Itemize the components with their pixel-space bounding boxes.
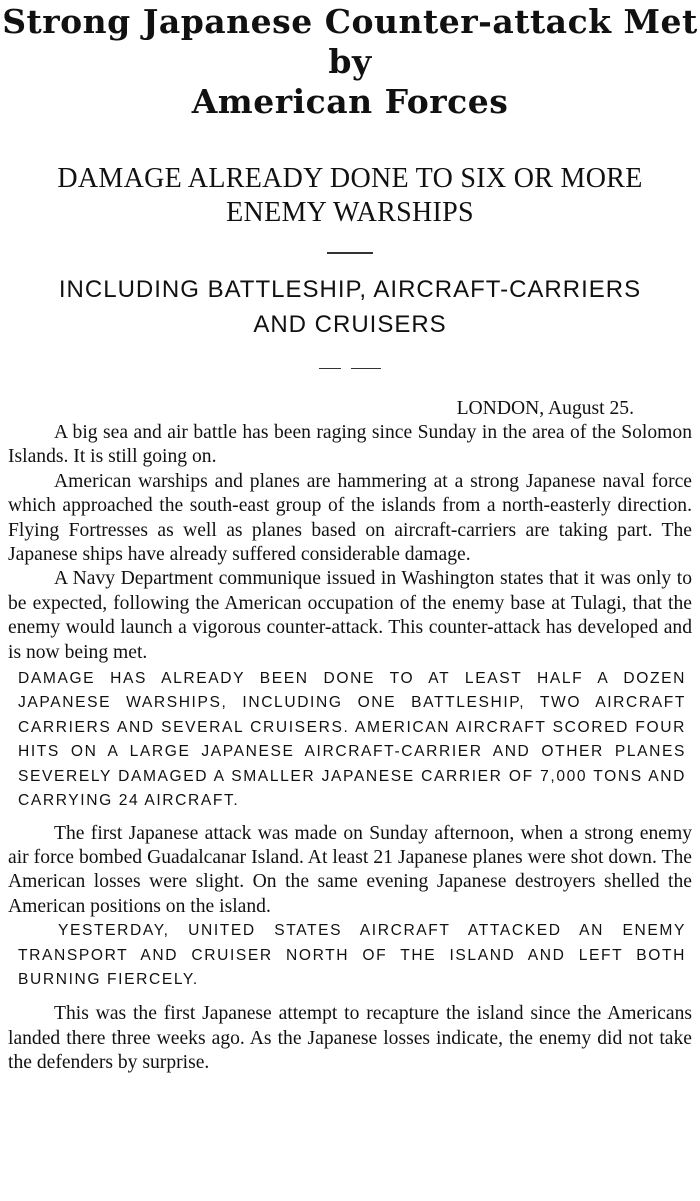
paragraph-2: American warships and planes are hammering at a strong Japanese naval force which approached the south-east group of the islands from a north-easterly direction. Flying Fortresses as well as planes based on aircraft-carriers are taking part. The Japanese ships have already suffered considerable damage. [8,470,692,566]
deck-line-2: AND CRUISERS [253,310,447,338]
headline-line-1: Strong Japanese Counter-attack Met by [2,2,698,81]
headline-line-2: American Forces [191,82,509,121]
dateline: LONDON, August 25. [456,398,634,419]
section-divider-2 [0,368,700,370]
headline [0,0,700,122]
section-divider [0,252,700,254]
deck-heading [0,272,700,342]
paragraph-5: This was the first Japanese attempt to recapture the island since the Americans landed there three weeks ago. As the Japanese losses indicate, the enemy did not take the defenders by surprise. [8,1003,692,1074]
bulletin-1: DAMAGE HAS ALREADY BEEN DONE TO AT LEAST HALF A DOZEN JAPANESE WARSHIPS, INCLUDING ONE BATTLESHIP, TWO AIRCRAFT CARRIERS AND SEVERAL CRUISERS. AMERICAN AIRCRAFT SCORED FOUR HITS ON A LARGE JAPANESE AIRCRAFT-CARRIER AND OTHER PLANES SEVERELY DAMAGED A SMALLER JAPANESE CARRIER OF 7,000 TONS AND CARRYING 24 AIRCRAFT. [18,670,686,810]
subheadline-line-2: ENEMY WARSHIPS [226,197,474,228]
subheadline-line-1: DAMAGE ALREADY DONE TO SIX OR MORE [57,163,643,194]
paragraph-1: A big sea and air battle has been raging since Sunday in the area of the Solomon Islands. It is still going on. [8,422,692,468]
paragraph-4: The first Japanese attack was made on Sunday afternoon, when a strong enemy air force bombed Guadalcanar Island. At least 21 Japanese planes were shot down. The American losses were slight. On the same evening Japanese destroyers shelled the American positions on the island. [8,822,692,917]
paragraph-3: A Navy Department communique issued in Washington states that it was only to be expected, following the American occupation of the enemy base at Tulagi, that the enemy would launch a vigorous counter-attack. This counter-attack has developed and is now being met. [8,568,692,663]
deck-line-1: INCLUDING BATTLESHIP, AIRCRAFT-CARRIERS [58,275,642,303]
subheadline [0,162,700,230]
article-body [0,397,700,1076]
bulletin-2: YESTERDAY, UNITED STATES AIRCRAFT ATTACKED AN ENEMY TRANSPORT AND CRUISER NORTH OF THE ISLAND AND LEFT BOTH BURNING FIERCELY. [18,922,686,988]
